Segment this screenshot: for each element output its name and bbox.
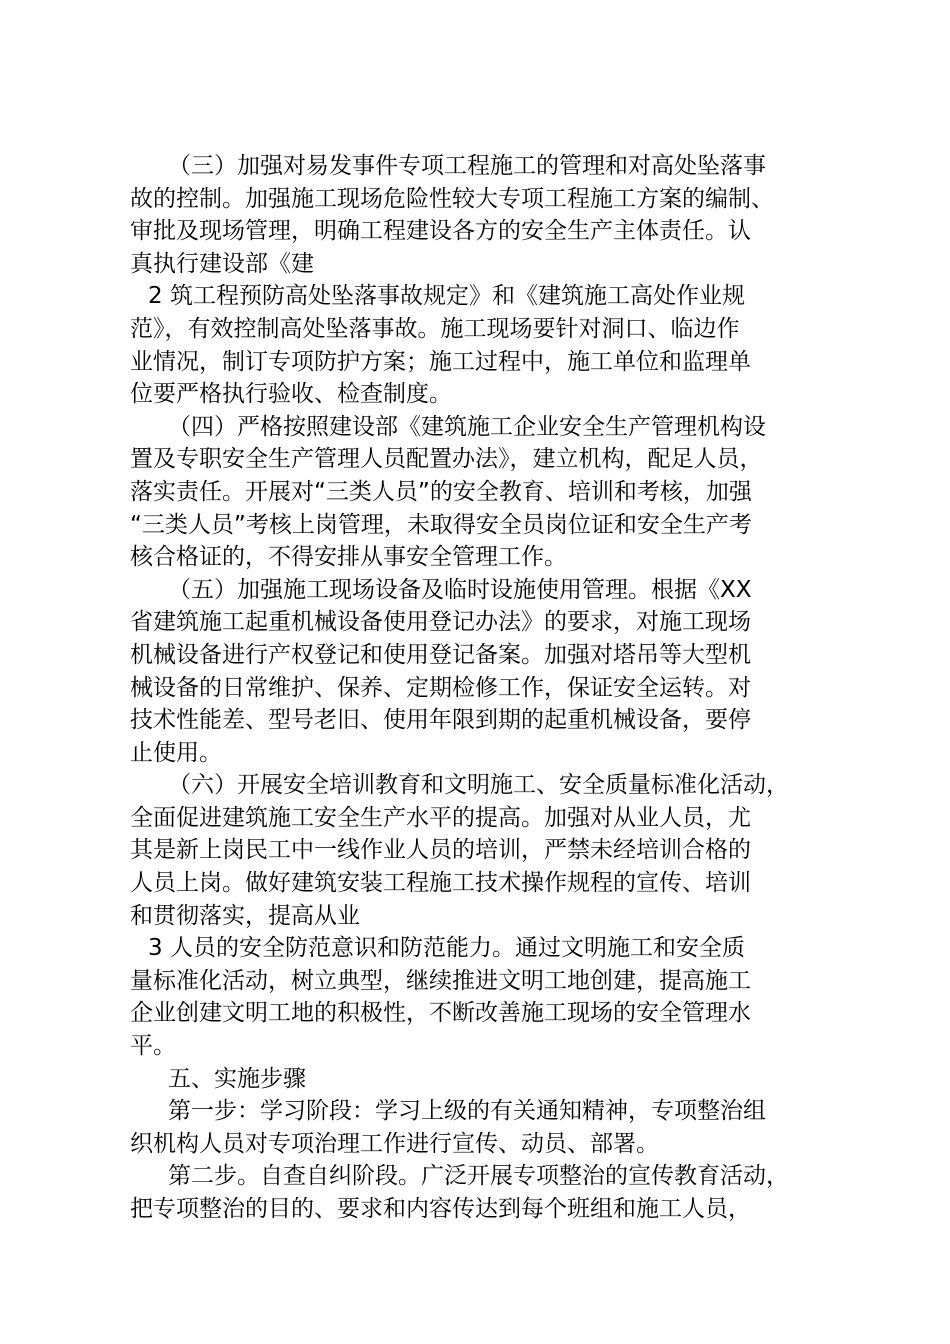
text-line: （三）加强对易发事件专项工程施工的管理和对高处坠落事 [168, 153, 766, 179]
text-line: 落实责任。开展对“三类人员”的安全教育、培训和考核，加强 [130, 478, 752, 505]
text-line: 和贯彻落实，提高从业 [130, 902, 360, 929]
text-line: 平。 [130, 1033, 176, 1060]
text-line: 止使用。 [130, 739, 222, 766]
text-line: 械设备的日常维护、保养、定期检修工作，保证安全运转。对 [130, 674, 751, 701]
text-line: 人员上岗。做好建筑安装工程施工技术操作规程的宣传、培训 [130, 870, 751, 897]
text-line: （五）加强施工现场设备及临时设施使用管理。根据《XX [168, 576, 752, 603]
text-line: 审批及现场管理，明确工程建设各方的安全生产主体责任。认 [130, 218, 751, 245]
text-line: 省建筑施工起重机械设备使用登记办法》的要求，对施工现场 [130, 609, 751, 636]
text-line: 3 人员的安全防范意识和防范能力。通过文明施工和安全质 [148, 935, 745, 962]
text-line: 量标准化活动，树立典型，继续推进文明工地创建，提高施工 [130, 967, 751, 994]
text-line: 织机构人员对专项治理工作进行宣传、动员、部署。 [130, 1130, 659, 1157]
text-line: 把专项整治的目的、要求和内容传达到每个班组和施工人员， [130, 1196, 751, 1222]
text-line: 机械设备进行产权登记和使用登记备案。加强对塔吊等大型机 [130, 641, 751, 668]
text-line: 第一步：学习阶段：学习上级的有关通知精神，专项整治组 [168, 1098, 766, 1125]
text-line: 故的控制。加强施工现场危险性较大专项工程施工方案的编制、 [130, 185, 774, 212]
text-line: 2 筑工程预防高处坠落事故规定》和《建筑施工高处作业规 [148, 283, 745, 310]
text-line: （六）开展安全培训教育和文明施工、安全质量标准化活动， [168, 772, 789, 799]
text-line: 第二步。自查自纠阶段。广泛开展专项整治的宣传教育活动， [168, 1163, 789, 1190]
text-line: 其是新上岗民工中一线作业人员的培训，严禁未经培训合格的 [130, 837, 751, 864]
text-line: （四）严格按照建设部《建筑施工企业安全生产管理机构设 [168, 413, 766, 440]
text-line: 技术性能差、型号老旧、使用年限到期的起重机械设备，要停 [130, 707, 751, 734]
text-line: 企业创建文明工地的积极性，不断改善施工现场的安全管理水 [130, 1000, 751, 1027]
text-line: 范》，有效控制高处坠落事故。施工现场要针对洞口、临边作 [130, 315, 740, 342]
text-line: 全面促进建筑施工安全生产水平的提高。加强对从业人员，尤 [130, 804, 751, 831]
text-line: “三类人员”考核上岗管理，未取得安全员岗位证和安全生产考 [130, 511, 752, 538]
text-line: 置及专职安全生产管理人员配置办法》，建立机构，配足人员， [130, 446, 763, 473]
text-line: 五、实施步骤 [168, 1065, 306, 1092]
text-line: 位要严格执行验收、检查制度。 [130, 381, 452, 408]
text-line: 核合格证的，不得安排从事安全管理工作。 [130, 544, 567, 571]
document-body [130, 150, 842, 1226]
text-line: 真执行建设部《建 [130, 250, 314, 277]
text-line: 业情况，制订专项防护方案；施工过程中，施工单位和监理单 [130, 348, 751, 375]
